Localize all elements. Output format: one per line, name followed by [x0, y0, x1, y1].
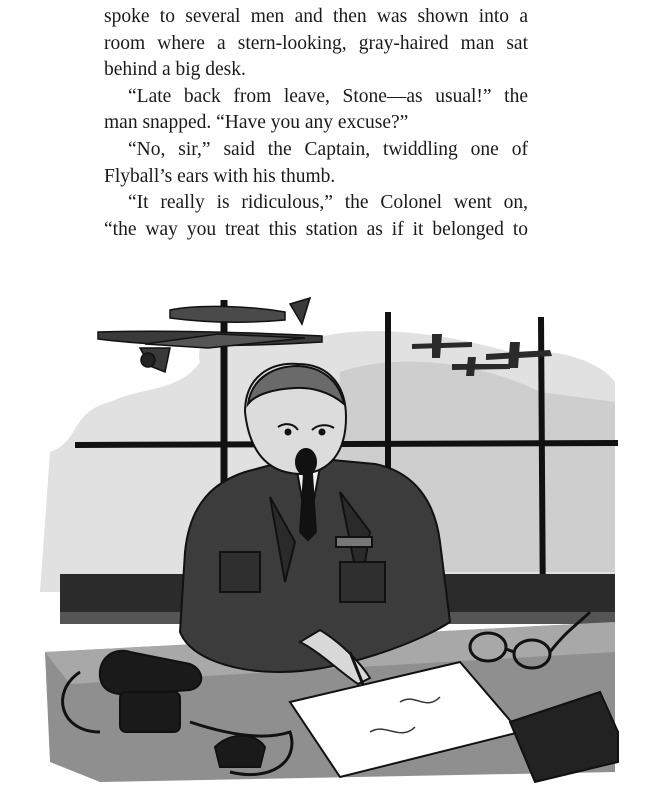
colonel-illustration [40, 292, 620, 792]
text-line: “the way you treat this station as if it belonged to [104, 218, 528, 240]
text-line: Flyball’s ears with his thumb. [104, 165, 336, 187]
text-line: “Late back from leave, Stone—as usual!” the [128, 85, 528, 107]
text-line: behind a big desk. [104, 59, 246, 81]
text-line: “No, sir,” said the Captain, twiddling one of [128, 138, 528, 160]
text-line: “It really is ridiculous,” the Colonel went on, [128, 192, 528, 214]
text-line: room where a stern-looking, gray-haired man sat [104, 32, 528, 54]
story-text [104, 4, 528, 243]
text-line: man snapped. “Have you any excuse?” [104, 112, 409, 134]
text-line: spoke to several men and then was shown into a [104, 6, 528, 27]
